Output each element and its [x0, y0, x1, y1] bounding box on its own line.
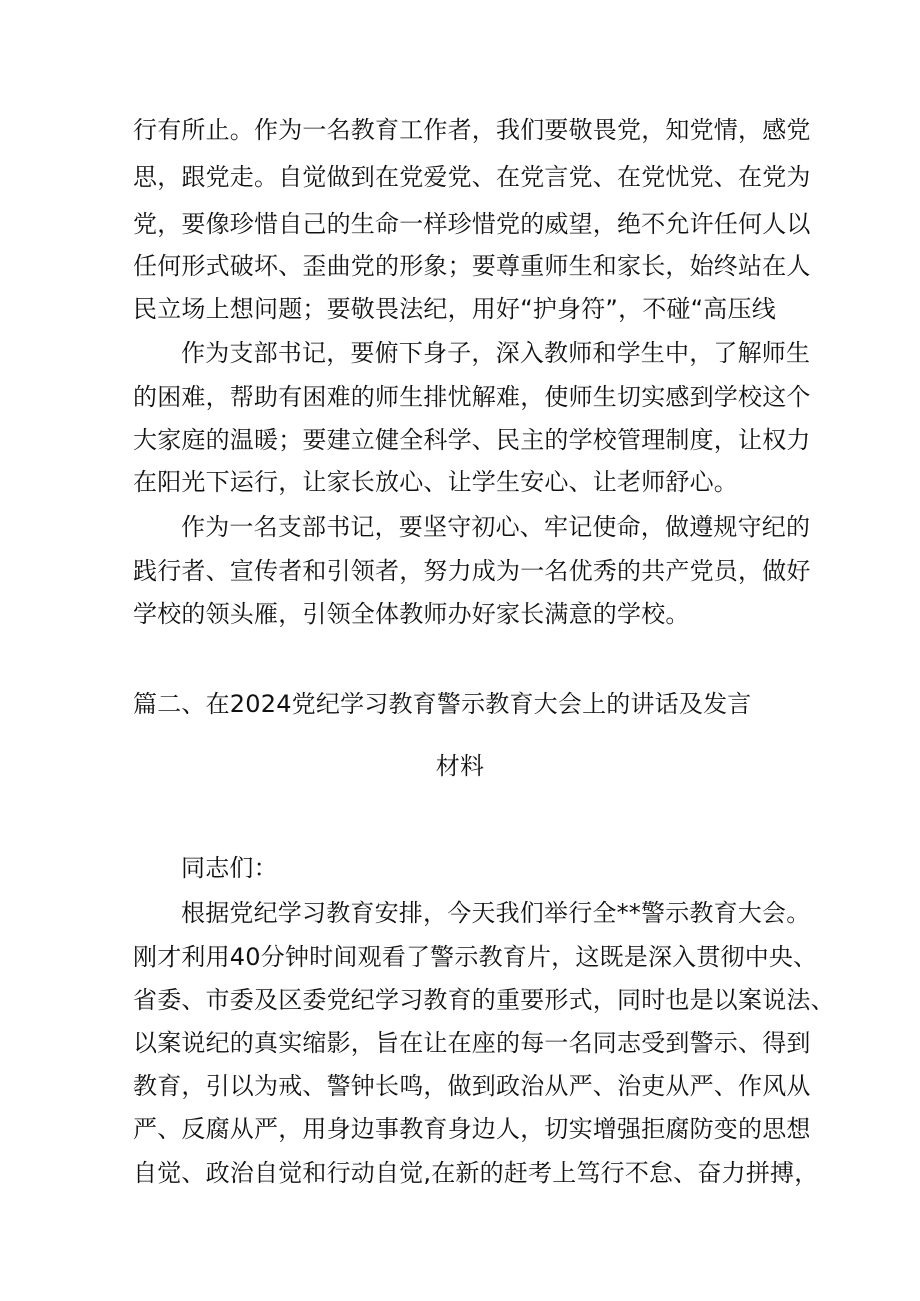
salutation: 同志们：: [181, 854, 278, 882]
text-line: 省委、市委及区委党纪学习教育的重要形式，同时也是以案说法、: [133, 986, 835, 1014]
text-line: 严、反腐从严，用身边事教育身边人，切实增强拒腐防变的思想: [133, 1115, 811, 1143]
text-line: 的困难，帮助有困难的师生排忧解难，使师生切实感到学校这个: [133, 383, 811, 411]
section-title-continuation: 材料: [435, 752, 485, 780]
paragraph-first-line: 作为支部书记，要俯下身子，深入教师和学生中，了解师生: [181, 339, 811, 367]
text-line: 在阳光下运行，让家长放心、让学生安心、让老师舒心。: [133, 468, 738, 496]
text-line: 以案说纪的真实缩影，旨在让在座的每一名同志受到警示、得到: [133, 1029, 811, 1057]
text-line: 思，跟党走。自觉做到在党爱党、在党言党、在党忧党、在党为: [133, 163, 811, 191]
text-line: 自觉、政治自觉和行动自觉,在新的赶考上笃行不怠、奋力拼搏，: [133, 1159, 819, 1187]
section-title: 篇二、在2024党纪学习教育警示教育大会上的讲话及发言: [133, 690, 752, 718]
text-line: 行有所止。作为一名教育工作者，我们要敬畏党，知党情，感党: [133, 116, 811, 144]
text-line: 民立场上想问题；要敬畏法纪，用好“护身符”，不碰“高压线: [133, 295, 776, 323]
text-line: 践行者、宣传者和引领者，努力成为一名优秀的共产党员，做好: [133, 557, 811, 585]
text-line: 学校的领头雁，引领全体教师办好家长满意的学校。: [133, 600, 690, 628]
text-line: 刚才利用40分钟时间观看了警示教育片，这既是深入贯彻中央、: [133, 943, 818, 971]
text-line: 大家庭的温暖；要建立健全科学、民主的学校管理制度，让权力: [133, 426, 811, 454]
text-line: 教育，引以为戒、警钟长鸣，做到政治从严、治吏从严、作风从: [133, 1072, 811, 1100]
paragraph-first-line: 根据党纪学习教育安排，今天我们举行全**警示教育大会。: [181, 899, 811, 927]
text-line: 党，要像珍惜自己的生命一样珍惜党的威望，绝不允许任何人以: [133, 210, 811, 238]
text-line: 任何形式破坏、歪曲党的形象；要尊重师生和家长，始终站在人: [133, 252, 811, 280]
paragraph-first-line: 作为一名支部书记，要坚守初心、牢记使命，做遵规守纪的: [181, 513, 811, 541]
